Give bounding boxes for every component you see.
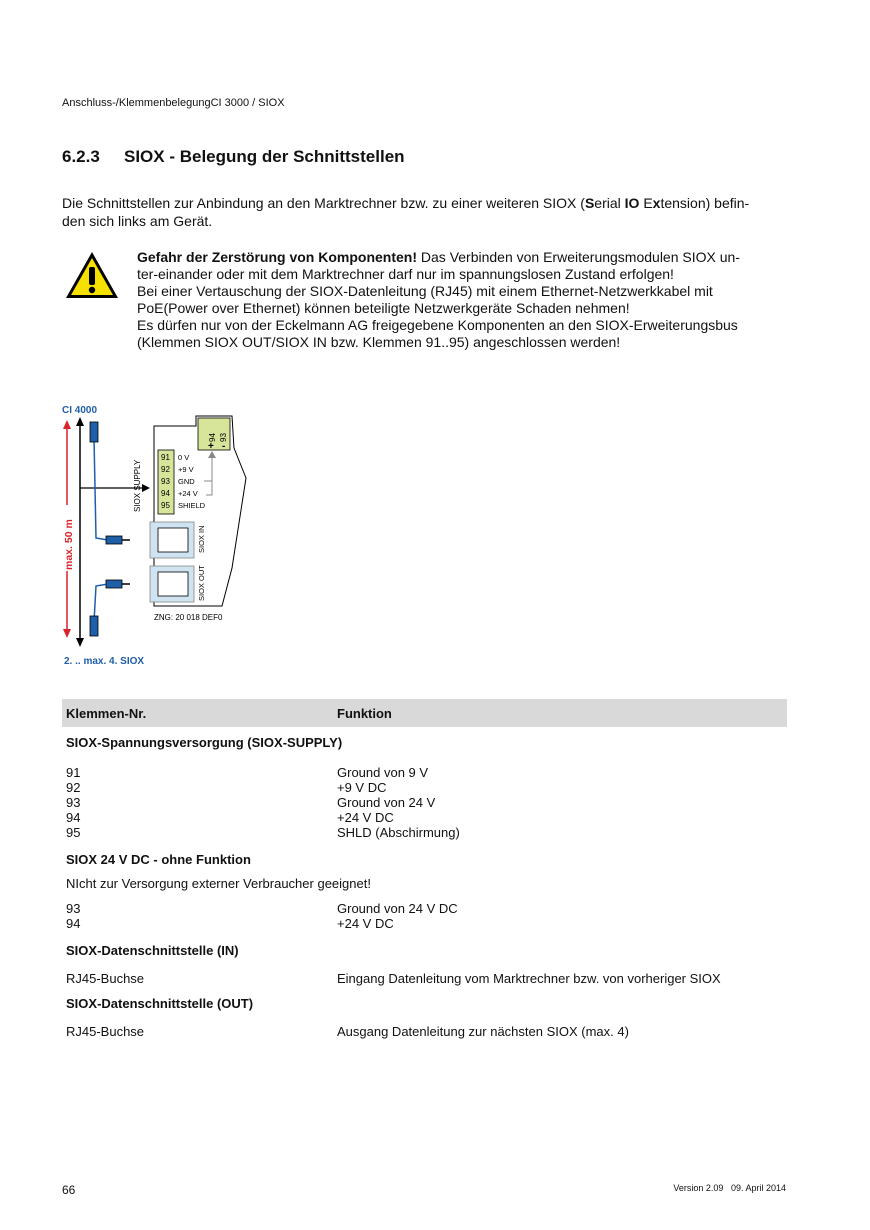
top-terminal-number: 93 xyxy=(219,433,228,442)
table-row xyxy=(62,971,787,986)
warning-title: Gefahr der Zerstörung von Komponenten! xyxy=(137,249,418,265)
intro-paragraph xyxy=(62,194,792,230)
cell: 93 xyxy=(66,795,81,810)
warning-line: Es dürfen nur von der Eckelmann AG freigegebene Komponenten an den SIOX-Erweiterungsbus xyxy=(137,317,738,333)
header-klemmen: Klemmen-Nr. xyxy=(66,705,147,721)
label-siox-supply: SIOX SUPPLY xyxy=(133,459,142,512)
label-ci4000: CI 4000 xyxy=(62,405,98,416)
cell: Ground von 24 V DC xyxy=(337,901,458,916)
cell: +24 V DC xyxy=(337,916,394,931)
version-info: Version 2.09 09. April 2014 xyxy=(673,1183,786,1193)
terminal-91: 91 xyxy=(161,453,170,462)
warning-triangle-icon xyxy=(64,250,120,300)
cell: RJ45-Buchse xyxy=(66,1024,145,1039)
cell: +9 V DC xyxy=(337,780,387,795)
terminal-label: 0 V xyxy=(178,453,190,462)
group-title: SIOX-Datenschnittstelle (IN) xyxy=(66,943,239,958)
table-row xyxy=(62,765,787,840)
terminal-label: +9 V xyxy=(178,465,194,474)
terminal-numbers xyxy=(161,453,170,510)
branch-arrow-icon xyxy=(142,484,150,492)
intro-text: tension) befin- xyxy=(660,195,750,211)
group-title: SIOX 24 V DC - ohne Funktion xyxy=(66,852,251,867)
cell: 95 xyxy=(66,825,81,840)
label-siox-count: 2. .. max. 4. SIOX xyxy=(64,656,145,667)
intro-bold-io: IO xyxy=(624,195,640,211)
intro-bold-x: x xyxy=(652,195,661,211)
warning-line: ter-einander oder mit dem Marktrechner darf nur im spannungslosen Zustand erfolgen! xyxy=(137,266,674,282)
cell: RJ45-Buchse xyxy=(66,971,145,986)
intro-text: den sich links am Gerät. xyxy=(62,213,213,229)
rj45-socket-icon xyxy=(158,528,188,552)
cell: Ausgang Datenleitung zur nächsten SIOX (max. 4) xyxy=(337,1024,629,1039)
col-funktion xyxy=(337,765,787,840)
rj45-plug-icon xyxy=(106,580,122,588)
warning-line: Das Verbinden von Erweiterungsmodulen SIOX un- xyxy=(417,249,740,265)
intro-text: E xyxy=(639,195,653,211)
grey-arrow-icon xyxy=(208,451,216,458)
arrow-up-icon xyxy=(63,420,71,429)
warning-line: (Klemmen SIOX OUT/SIOX IN bzw. Klemmen 91..95) angeschlossen werden! xyxy=(137,334,621,350)
terminal-94: 94 xyxy=(161,489,170,498)
warning-line: PoE(Power over Ethernet) können beteiligte Netzwerkgeräte Schaden nehmen! xyxy=(137,300,630,316)
table-row xyxy=(62,1024,787,1039)
siox-wiring-diagram xyxy=(58,400,318,675)
terminal-label: +24 V xyxy=(178,489,198,498)
table-row xyxy=(62,901,787,931)
header-funktion: Funktion xyxy=(337,705,392,721)
cell: +24 V DC xyxy=(337,810,394,825)
grey-bracket xyxy=(204,481,212,495)
label-max-50m: max. 50 m xyxy=(63,519,75,570)
running-header: Anschluss-/KlemmenbelegungCI 3000 / SIOX xyxy=(62,97,285,109)
group-title: SIOX-Spannungsversorgung (SIOX-SUPPLY) xyxy=(66,735,343,750)
group-title: SIOX-Datenschnittstelle (OUT) xyxy=(66,996,254,1011)
label-zng: ZNG: 20 018 DEF0 xyxy=(154,613,223,622)
rj45-plug-icon xyxy=(90,422,98,442)
rj45-socket-icon xyxy=(158,572,188,596)
terminal-93: 93 xyxy=(161,477,170,486)
section-heading xyxy=(62,147,405,167)
top-sign-minus: - xyxy=(222,441,226,452)
cell: Ground von 9 V xyxy=(337,765,429,780)
bus-arrow-up-icon xyxy=(76,417,84,426)
intro-text: erial xyxy=(594,195,625,211)
section-number: 6.2.3 xyxy=(62,147,100,166)
col-klemmen xyxy=(66,901,337,931)
intro-text: Die Schnittstellen zur Anbindung an den Marktrechner bzw. zu einer weiteren SIOX ( xyxy=(62,195,585,211)
cell: 93 xyxy=(66,901,81,916)
cell: 94 xyxy=(66,916,81,931)
terminal-label: SHIELD xyxy=(178,501,206,510)
terminal-92: 92 xyxy=(161,465,170,474)
intro-bold-s: S xyxy=(584,195,595,211)
label-siox-out: SIOX OUT xyxy=(197,565,206,601)
cell: SHLD (Abschirmung) xyxy=(337,825,460,840)
col-funktion xyxy=(337,901,787,931)
cell: Eingang Datenleitung vom Marktrechner bzw. von vorheriger SIOX xyxy=(337,971,721,986)
cable-in xyxy=(94,438,108,540)
top-terminal-number: 94 xyxy=(208,433,217,442)
cell: Ground von 24 V xyxy=(337,795,436,810)
warning-line: Bei einer Vertauschung der SIOX-Datenleitung (RJ45) mit einem Ethernet-Netzwerkkabel mit xyxy=(137,283,713,299)
warning-text xyxy=(137,249,787,351)
table-header xyxy=(62,699,787,727)
terminal-label: GND xyxy=(178,477,195,486)
cell: 92 xyxy=(66,780,81,795)
group-note: NIcht zur Versorgung externer Verbraucher geeignet! xyxy=(66,876,371,891)
terminal-table xyxy=(62,699,787,1039)
section-title: SIOX - Belegung der Schnittstellen xyxy=(124,147,405,166)
page-number: 66 xyxy=(62,1183,76,1197)
terminal-95: 95 xyxy=(161,501,170,510)
top-sign-plus: + xyxy=(208,441,214,452)
rj45-plug-icon xyxy=(106,536,122,544)
bus-arrow-down-icon xyxy=(76,638,84,647)
terminal-labels xyxy=(178,453,206,510)
cell: 91 xyxy=(66,765,81,780)
rj45-plug-icon xyxy=(90,616,98,636)
arrow-down-icon xyxy=(63,629,71,638)
label-siox-in: SIOX IN xyxy=(197,525,206,553)
cell: 94 xyxy=(66,810,81,825)
col-klemmen xyxy=(66,765,337,840)
